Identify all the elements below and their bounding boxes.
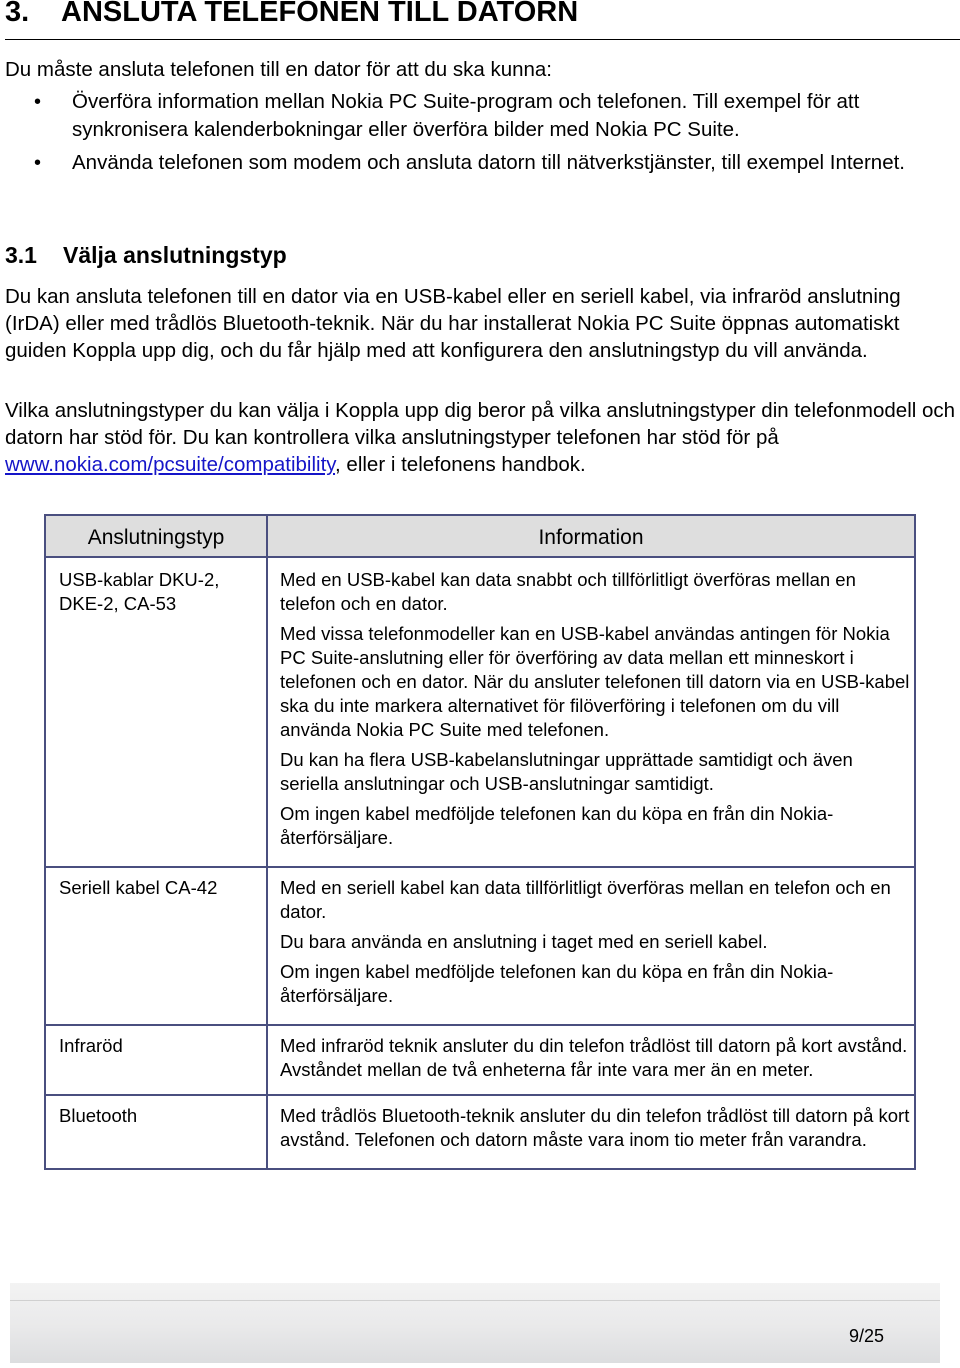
connection-type-cell: USB-kablar DKU-2, DKE-2, CA-53	[45, 557, 267, 867]
paragraph-connection-types: Du kan ansluta telefonen till en dator via en USB-kabel eller en seriell kabel, via infraröd anslutning (IrDA) eller med trådlös Bluetooth-teknik. När du har installerat Nokia PC Suite öppnas automatiskt guiden Koppla upp dig, och du får hjälp med att konfigurera den anslutningstyp du vill använda.	[5, 285, 901, 362]
page-title	[5, 0, 578, 32]
subsection-number: 3.1	[5, 242, 37, 268]
column-header-information: Information	[267, 515, 915, 557]
cell-paragraph: Du kan ha flera USB-kabelanslutningar upprättade samtidigt och även seriella anslutningar och USB-anslutningar samtidigt.	[280, 749, 853, 794]
connection-type-cell: Infraröd	[45, 1025, 267, 1095]
information-cell	[267, 1025, 915, 1095]
cell-paragraph: Om ingen kabel medföljde telefonen kan du köpa en från din Nokia-återförsäljare.	[280, 803, 834, 848]
cell-paragraph: Om ingen kabel medföljde telefonen kan du köpa en från din Nokia-återförsäljare.	[280, 961, 834, 1006]
bullet-list	[0, 88, 950, 182]
connection-type-cell: Bluetooth	[45, 1095, 267, 1169]
title-underline	[5, 39, 960, 40]
list-item-text: Använda telefonen som modem och ansluta datorn till nätverkstjänster, till exempel Internet.	[72, 151, 905, 174]
intro-text: Du måste ansluta telefonen till en dator för att du ska kunna:	[5, 58, 552, 81]
bullet-icon: •	[34, 152, 42, 174]
cell-paragraph: Med trådlös Bluetooth-teknik ansluter du din telefon trådlöst till datorn på kort avstånd. Telefonen och datorn måste vara inom tio meter från varandra.	[280, 1105, 910, 1150]
connection-type-cell: Seriell kabel CA-42	[45, 867, 267, 1025]
paragraph-compatibility	[5, 397, 960, 478]
subsection-title: Välja anslutningstyp	[63, 242, 287, 268]
table-row	[45, 867, 915, 1025]
cell-paragraph: Med vissa telefonmodeller kan en USB-kabel användas antingen för Nokia PC Suite-anslutning eller för överföring av data mellan ett minneskort i telefonen och en dator. När du ansluter telefonen till datorn via en USB-kabel ska du inte markera alternativet för filöverföring i telefonen om du vill använda Nokia PC Suite med telefonen.	[280, 623, 910, 740]
page-footer	[10, 1283, 940, 1363]
cell-paragraph: Du bara använda en anslutning i taget med en seriell kabel.	[280, 931, 768, 952]
table-header-row	[45, 515, 915, 557]
compatibility-link[interactable]: www.nokia.com/pcsuite/compatibility	[5, 453, 336, 476]
cell-paragraph: Med en USB-kabel kan data snabbt och tillförlitligt överföras mellan en telefon och en dator.	[280, 569, 856, 614]
list-item-text: Överföra information mellan Nokia PC Suite-program och telefonen. Till exempel för att synkronisera kalenderbokningar eller överföra bilder med Nokia PC Suite.	[72, 90, 860, 141]
information-cell	[267, 1095, 915, 1169]
section-title: ANSLUTA TELEFONEN TILL DATORN	[61, 0, 579, 28]
list-item	[0, 149, 950, 177]
connection-types-table	[44, 514, 916, 1170]
cell-paragraph: Med en seriell kabel kan data tillförlitligt överföras mellan en telefon och en dator.	[280, 877, 891, 922]
column-header-type: Anslutningstyp	[45, 515, 267, 557]
footer-divider	[10, 1300, 940, 1301]
table-row	[45, 1025, 915, 1095]
subsection-heading	[5, 240, 287, 270]
paragraph-text-end: , eller i telefonens handbok.	[335, 453, 586, 476]
information-cell	[267, 867, 915, 1025]
section-number: 3.	[5, 0, 30, 28]
page-number: 9/25	[848, 1326, 884, 1346]
paragraph-text: Vilka anslutningstyper du kan välja i Koppla upp dig beror på vilka anslutningstyper din telefonmodell och datorn har stöd för. Du kan kontrollera vilka anslutningstyper telefonen har stöd för på	[5, 399, 956, 449]
table-row	[45, 557, 915, 867]
bullet-icon: •	[34, 91, 42, 113]
cell-paragraph: Med infraröd teknik ansluter du din telefon trådlöst till datorn på kort avstånd. Avståndet mellan de två enheterna får inte vara mer än en meter.	[280, 1035, 908, 1080]
list-item	[0, 88, 950, 144]
table-row	[45, 1095, 915, 1169]
information-cell	[267, 557, 915, 867]
